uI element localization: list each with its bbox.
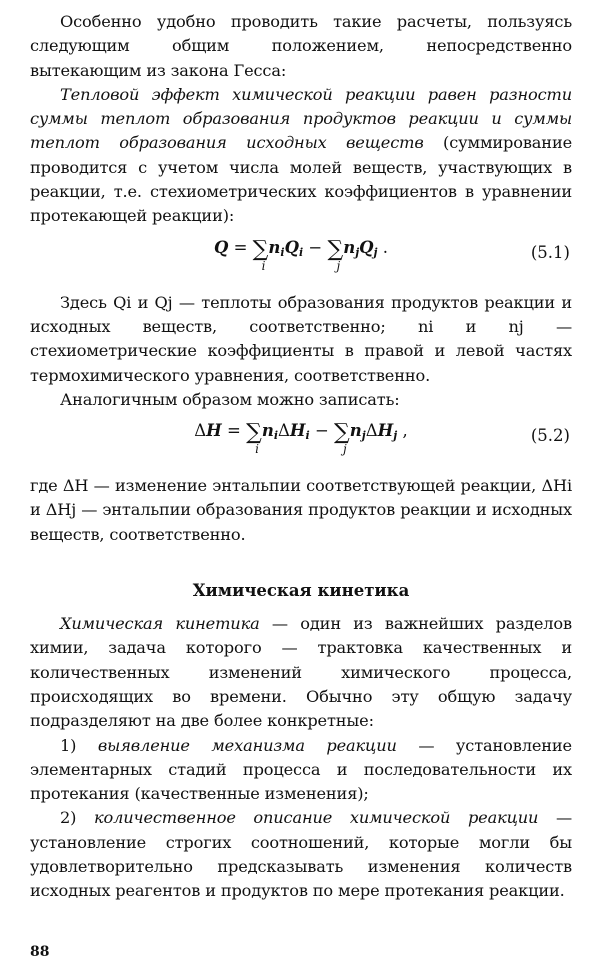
formula-5-1-number: (5.1) — [530, 242, 570, 262]
list-item-2 — [30, 806, 572, 903]
list-item-1 — [30, 734, 572, 807]
term-chemical-kinetics: Химическая кинетика — [60, 614, 260, 634]
formula-5-2-number: (5.2) — [530, 426, 570, 446]
paragraph-intro: Особенно удобно проводить такие расчеты, пользуясь следующим общим положением, непосредственно вытекающим из закона Гесса: — [30, 12, 572, 80]
paragraph-notation: Здесь Qi и Qj — теплоты образования продуктов реакции и исходных веществ, соответственно; ni и nj — стехиометрические коэффициенты в правой и левой частях термохимического уравнения, соответственно. — [30, 292, 572, 385]
formula-5-1-expression: Q = ∑ i niQi − ∑ j njQj . — [213, 236, 389, 273]
paragraph-law-rest: (суммирование проводится с учетом числа молей веществ, участвующих в реакции, т.е. стехиометрических коэффициентов в уравнении протекающей реакции): — [30, 133, 573, 226]
term-quantitative-description: количественное описание химической реакции — [93, 808, 539, 828]
formula-5-1 — [30, 229, 572, 291]
formula-5-2-expression: ΔH = ∑ i niΔHi − ∑ j njΔHj , — [194, 420, 408, 457]
paragraph-kinetics-definition — [30, 612, 572, 733]
paragraph-enthalpy: где ΔH — изменение энтальпии соответствующей реакции, ΔHi и ΔHj — энтальпии образования продуктов реакции и исходных веществ, соответственно. — [30, 476, 572, 544]
list-item-2-number: 2) — [60, 808, 94, 828]
paragraph-similarly: Аналогичным образом можно записать: — [60, 389, 400, 409]
section-heading: Химическая кинетика — [192, 581, 410, 601]
page-number: 88 — [30, 944, 50, 960]
list-item-2-rest: — установление строгих соотношений, которые могли бы удовлетворительно предсказывать изменения количеств исходных реагентов и продуктов по мере протекания реакции. — [30, 808, 573, 901]
list-item-1-rest: — установление элементарных стадий процесса и последовательности их протекания (качественные изменения); — [30, 735, 572, 804]
hess-law-statement: Тепловой эффект химической реакции равен разности суммы теплот образования продуктов реакции и суммы теплот образования исходных веществ — [30, 84, 572, 153]
list-item-1-number: 1) — [60, 735, 98, 755]
term-mechanism: выявление механизма реакции — [97, 735, 397, 755]
paragraph-law — [30, 83, 572, 229]
kinetics-definition-rest: — один из важнейших разделов химии, задача которого — трактовка качественных и количественных изменений химического процесса, происходящих во времени. Обычно эту общую задачу подразделяют на две более конкретные: — [30, 614, 572, 731]
formula-5-2 — [30, 412, 572, 474]
